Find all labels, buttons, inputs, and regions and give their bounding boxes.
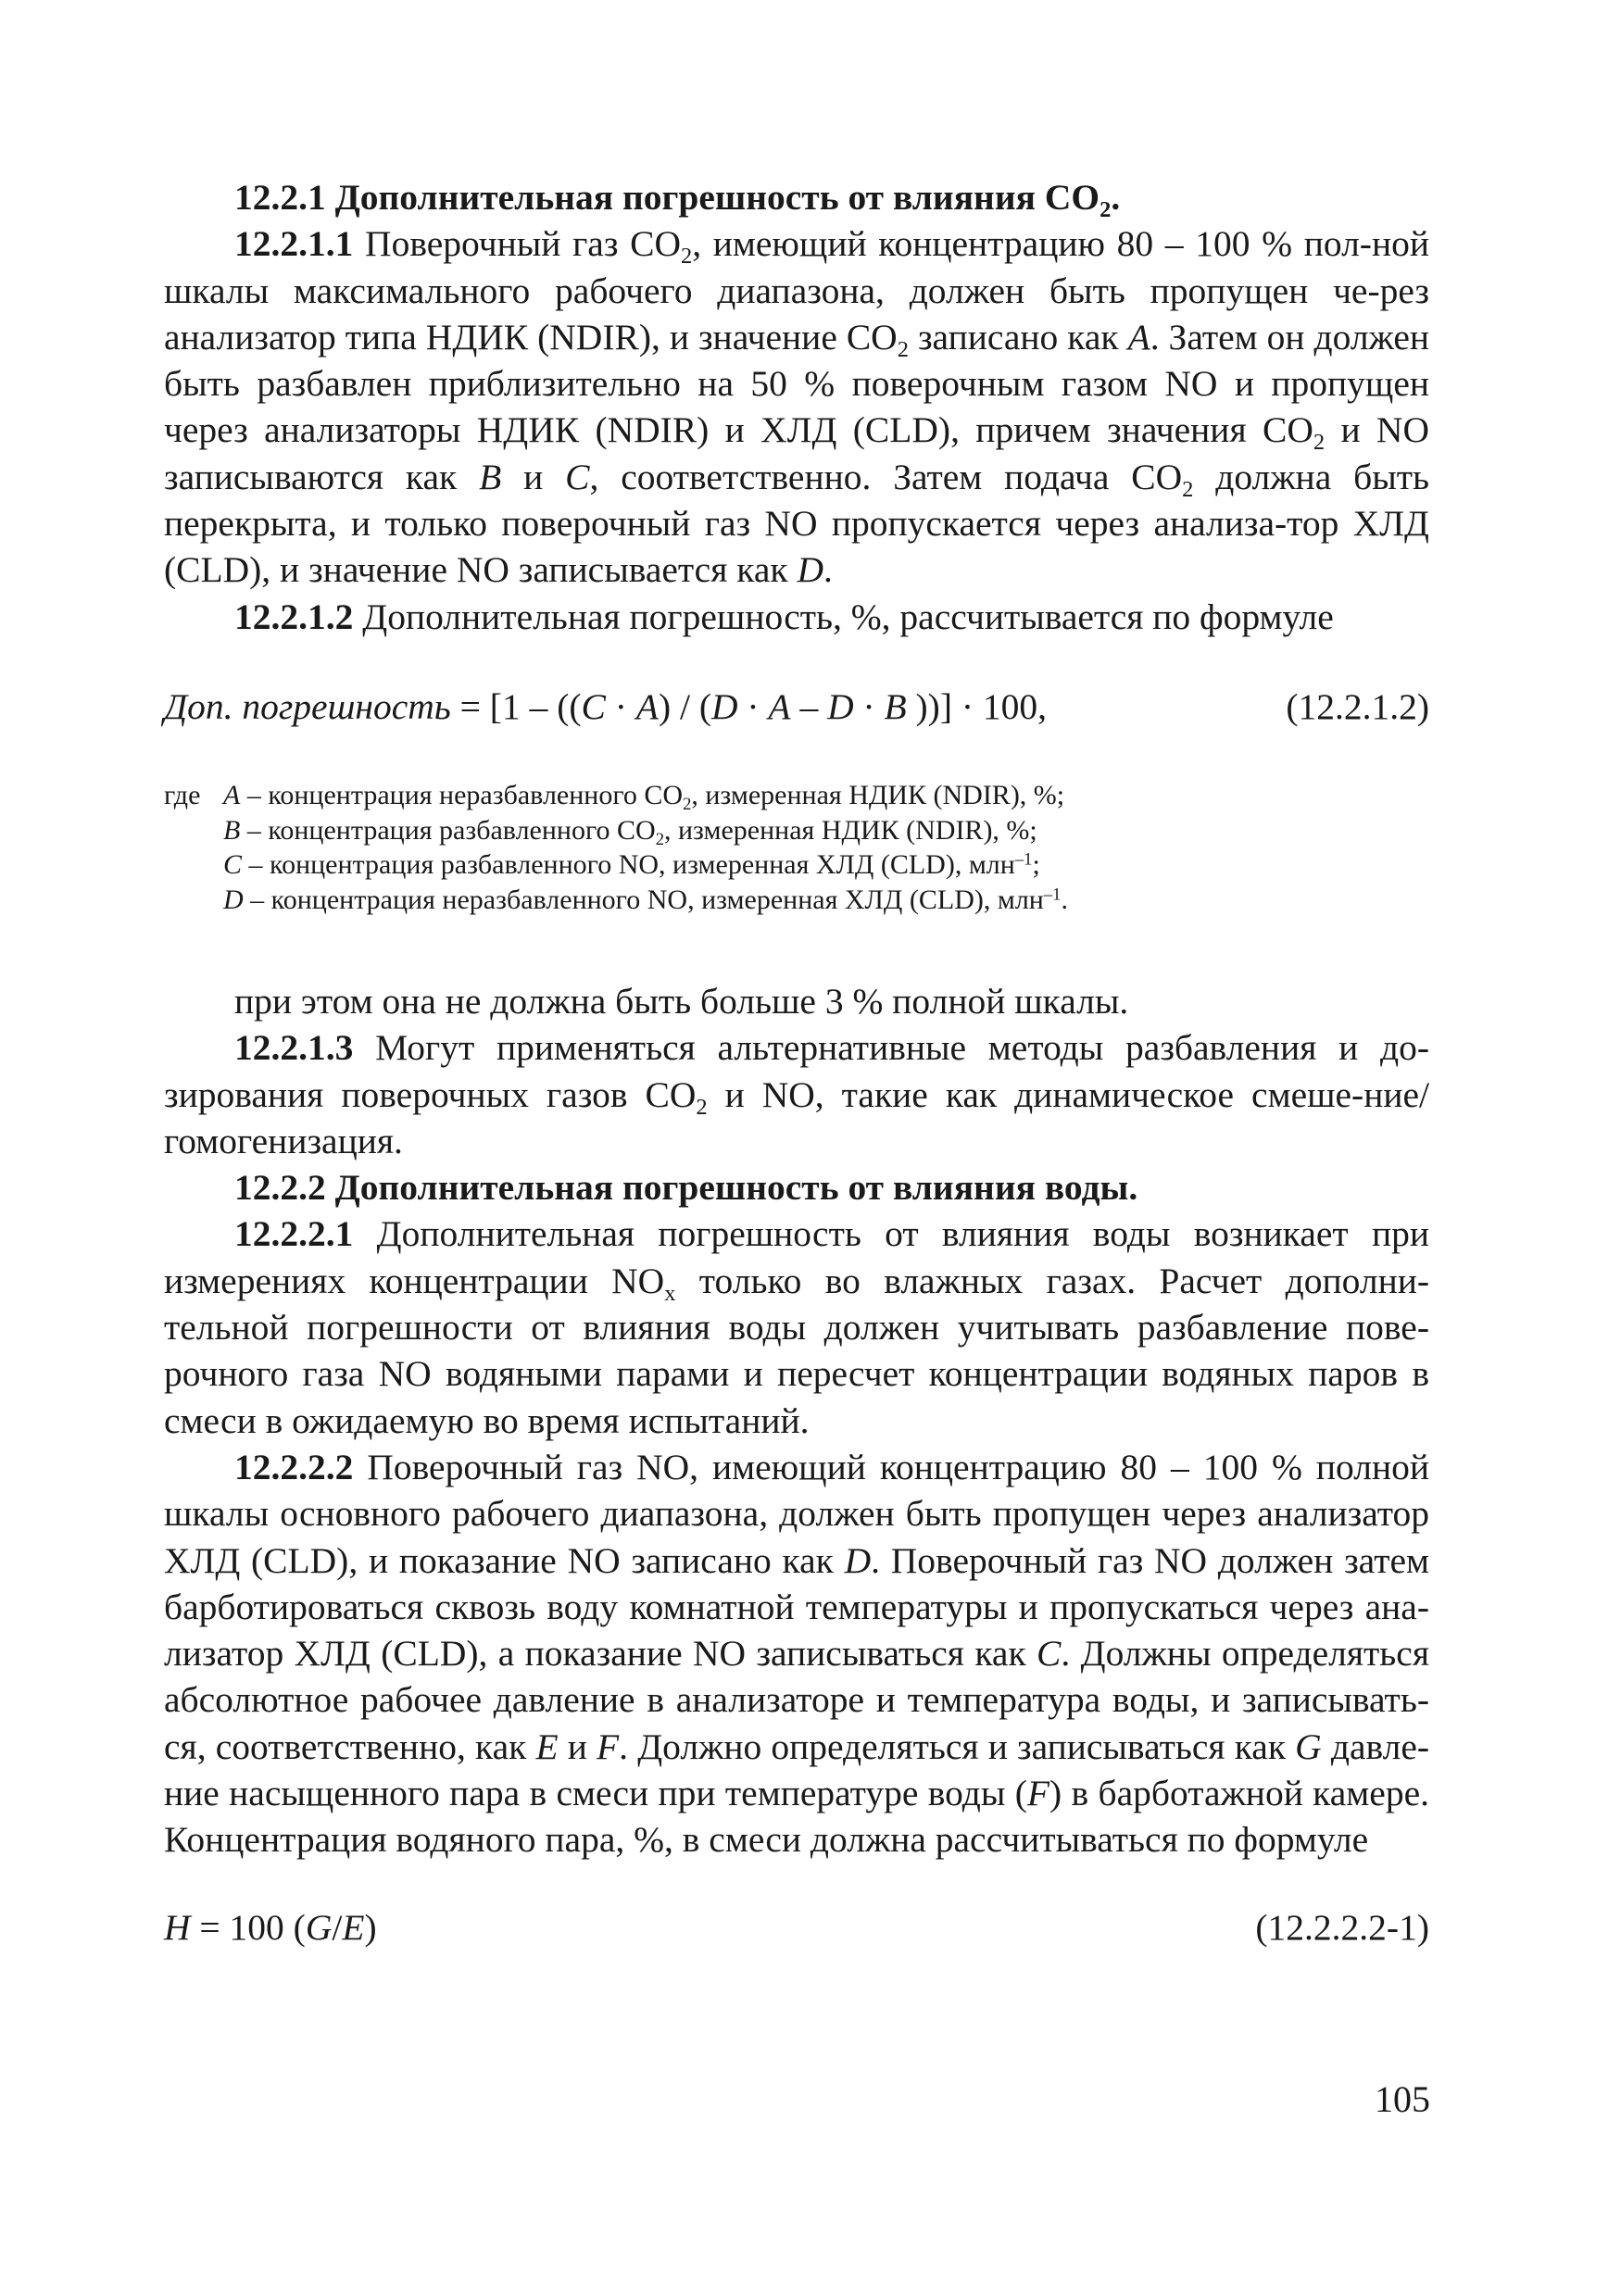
clause-number: 12.2.1.1 (234, 223, 354, 265)
clause-number: 12.2.2.1 (234, 1213, 354, 1255)
clause-number: 12.2.1.3 (234, 1027, 354, 1069)
variable-d: D (797, 549, 823, 591)
legend-where-label: где (164, 780, 201, 810)
paragraph-12-2-2-1: 12.2.2.1 Дополнительная погрешность от влияния воды возникает при измерениях концентрации $NO_x$ только во влажных газах. Расчет дополни-тельной погрешности от влияния воды должен учитывать разбавление пове-рочного газа NO водяными парами и пересчет концентрации водяных паров в смеси в ожидаемую во время испытаний. (164, 1213, 1429, 1441)
formula-12-2-1-2: Доп. погрешность = [1 – ((C · A) / (D · A – D · B ))] · 100, (12.2.1.2) (164, 684, 1429, 730)
paragraph-12-2-1-3: 12.2.1.3 Могут применяться альтернативные методы разбавления и до-зирования поверочных газов $CO_2$ и NO, такие как динамическое смеше-ние/гомогенизация. (164, 1027, 1429, 1161)
legend-item-d: D – концентрация неразбавленного NO, измеренная ХЛД (CLD), млн$^{-1}$. (223, 884, 1068, 915)
page-number: 105 (1375, 2078, 1430, 2120)
variable-a: A (1127, 316, 1150, 358)
legend-item-a: где A – концентрация неразбавленного $CO_2$, измеренная НДИК (NDIR), %; (164, 780, 1065, 814)
section-heading-12-2-1: 12.2.1 Дополнительная погрешность от влияния $CO_2$. (234, 177, 1121, 222)
equation-number: (12.2.1.2) (1286, 686, 1429, 727)
clause-number: 12.2.1.2 (234, 596, 354, 637)
section-12-2-2-text (164, 978, 1429, 1863)
paragraph-limit: при этом она не должна быть больше 3 % полной шкалы. (234, 981, 1129, 1022)
paragraph-12-2-1-2: 12.2.1.2 Дополнительная погрешность, %, рассчитывается по формуле (234, 596, 1334, 637)
equation-number: (12.2.2.2-1) (1255, 1907, 1429, 1948)
clause-number: 12.2.2.2 (234, 1446, 354, 1487)
heading-number: 12.2.1 (234, 177, 326, 218)
heading-subscript: 2 (1100, 196, 1112, 222)
formula-lhs: Доп. погрешность (164, 686, 451, 727)
section-heading-12-2-2: 12.2.2 Дополнительная погрешность от влияния воды. (234, 1167, 1138, 1209)
paragraph-12-2-2-2: 12.2.2.2 Поверочный газ NO, имеющий концентрацию 80 – 100 % полной шкалы основного рабочего диапазона, должен быть пропущен через анализатор ХЛД (CLD), и показание NO записано как D. Поверочный газ NO должен затем барботироваться сквозь воду комнатной температуры и пропускаться через ана-лизатор ХЛД (CLD), а показание NO записываться как C. Должны определяться абсолютное рабочее давление в анализаторе и температура воды, и записывать-ся, соответственно, как E и F. Должно определяться и записываться как G давле-ние насыщенного пара в смеси при температуре воды (F) в барботажной камере. Концентрация водяного пара, %, в смеси должна рассчитываться по формуле (164, 1446, 1430, 1861)
variable-c: C (565, 456, 590, 497)
legend-item-c: C – концентрация разбавленного NO, измеренная ХЛД (CLD), млн$^{-1}$; (223, 849, 1040, 881)
section-12-2-1-text (164, 174, 1429, 640)
formula-legend (164, 778, 1429, 917)
variable-b: B (479, 456, 502, 497)
legend-item-b: B – концентрация разбавленного $CO_2$, измеренная НДИК (NDIR), %; (223, 814, 1037, 849)
formula-12-2-2-2-1: H = 100 (G/E) (12.2.2.2-1) (164, 1904, 1429, 1951)
paragraph-12-2-1-1: 12.2.1.1 Поверочный газ $CO_2$, имеющий концентрацию 80 – 100 % пол-ной шкалы максимального рабочего диапазона, должен быть пропущен че-рез анализатор типа НДИК (NDIR), и значение $CO_2$ записано как A. Затем он должен быть разбавлен приблизительно на 50 % поверочным газом NO и пропущен через анализаторы НДИК (NDIR) и ХЛД (CLD), причем значения $CO_2$ и NO записываются как B и C, соответственно. Затем подача $CO_2$ должна быть перекрыта, и только поверочный газ NO пропускается через анализа-тор ХЛД (CLD), и значение NO записывается как D. (164, 223, 1430, 591)
heading-text: Дополнительная погрешность от влияния CO (334, 177, 1100, 218)
